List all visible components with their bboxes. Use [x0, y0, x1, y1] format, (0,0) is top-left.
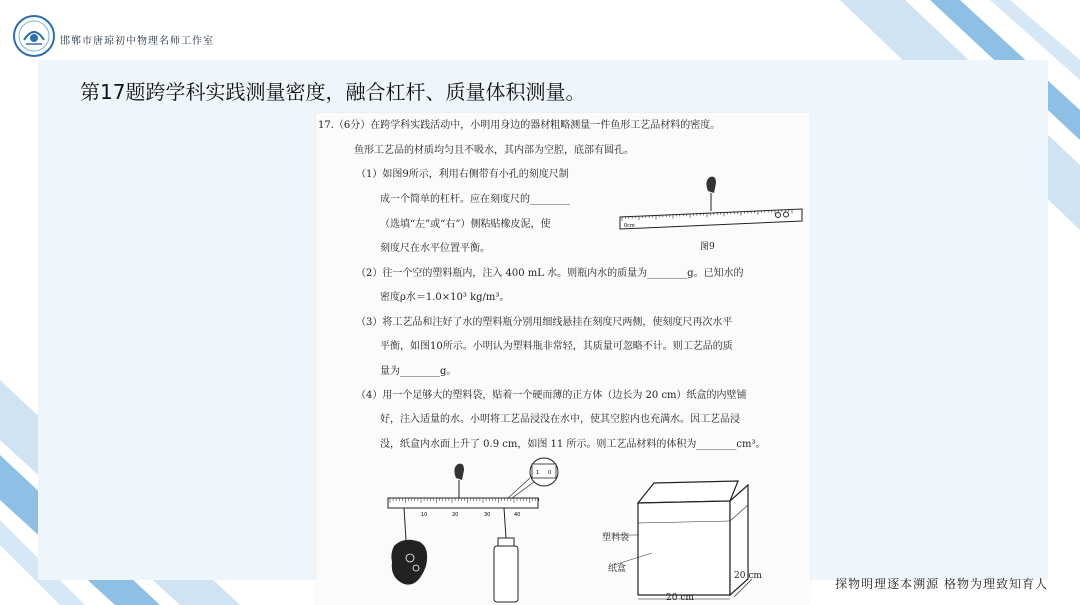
plastic-bottle	[494, 546, 518, 602]
question-line: 鱼形工艺品的材质均匀且不吸水，其内部为空腔，底部有圆孔。	[354, 145, 634, 156]
question-line: （1）如图9所示，利用右侧带有小孔的刻度尺制	[356, 169, 569, 180]
svg-text:10: 10	[421, 512, 428, 518]
label-plastic-bag: 塑料袋	[602, 533, 630, 543]
svg-text:1: 1	[536, 470, 540, 476]
ruler	[388, 498, 538, 508]
question-line: （4）用一个足够大的塑料袋，贴着一个硬而薄的正方体（边长为 20 cm）纸盒的内壁铺	[356, 390, 747, 401]
figure9-ruler-lever	[616, 173, 806, 239]
question-line: （选填“左”或“右”）侧粘贴橡皮泥，使	[380, 219, 551, 230]
svg-text:0: 0	[548, 470, 552, 476]
school-logo	[12, 14, 56, 58]
question-line: 刻度尺在水平位置平衡。	[380, 243, 490, 254]
question-line: 成一个简单的杠杆。应在刻度尺的________	[380, 194, 570, 205]
hand-icon	[454, 464, 464, 480]
svg-text:30: 30	[484, 512, 491, 518]
question-line: 密度ρ水＝1.0×10³ kg/m³。	[380, 292, 510, 303]
footer-motto: 探物明理逐本溯源 格物为理致知育人	[835, 577, 1048, 591]
question-line: （2）往一个空的塑料瓶内，注入 400 mL 水。则瓶内水的质量为________g。已知水的	[356, 268, 744, 279]
svg-text:40: 40	[514, 512, 521, 518]
question-line: （3）将工艺品和注好了水的塑料瓶分别用细线悬挂在刻度尺两侧，使刻度尺再次水平	[356, 317, 733, 328]
question-line: 平衡，如图10所示。小明认为塑料瓶非常轻，其质量可忽略不计。则工艺品的质	[380, 341, 733, 352]
ruler-zero-label: 0cm	[624, 223, 635, 229]
exam-question-sheet	[316, 113, 810, 605]
question-line: 量为________g。	[380, 366, 457, 377]
question-line: 没，纸盒内水面上升了 0.9 cm，如图 11 所示。则工艺品材料的体积为________cm³。	[380, 439, 766, 450]
label-box-depth: 20 cm	[734, 571, 762, 581]
svg-text:20: 20	[452, 512, 459, 518]
label-box-width: 20 cm	[666, 593, 694, 603]
hand-icon	[706, 177, 716, 193]
question-line: 17.（6分）在跨学科实践活动中，小明用身边的器材粗略测量一件鱼形工艺品材料的密度。	[318, 120, 721, 131]
figure10-balance	[384, 458, 574, 603]
label-paper-box: 纸盒	[608, 564, 627, 574]
plastic-bag-opening	[638, 481, 738, 503]
paper-box-front	[638, 501, 730, 595]
org-name: 邯郸市唐琼初中物理名师工作室	[60, 36, 214, 47]
figure9-caption: 图9	[700, 242, 715, 252]
question-line: 好，注入适量的水。小明将工艺品浸没在水中，使其空腔内也充满水。因工艺品浸	[380, 414, 740, 425]
slide-title: 第17题跨学科实践测量密度，融合杠杆、质量体积测量。	[80, 80, 586, 104]
